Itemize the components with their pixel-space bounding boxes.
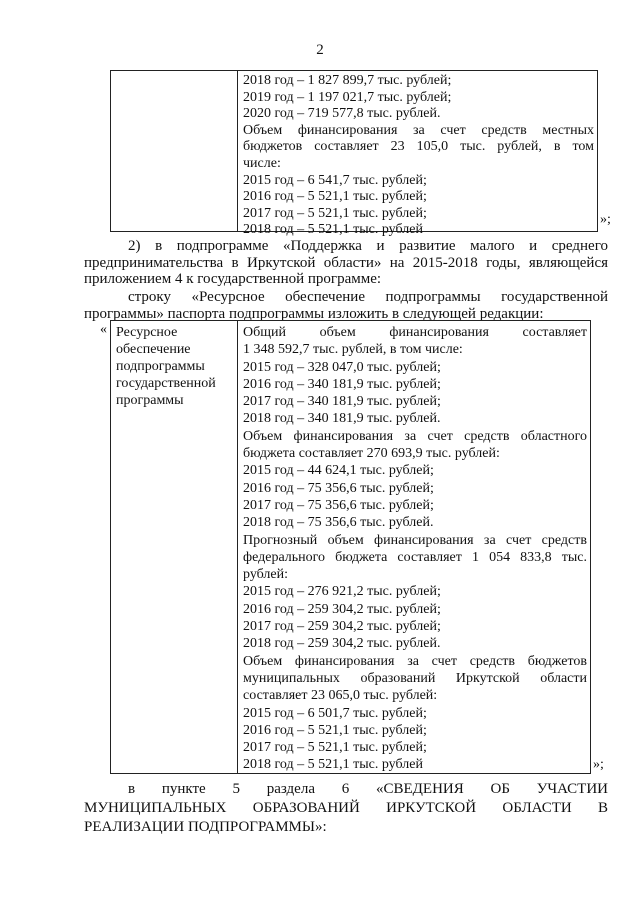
table-2-line: 2015 год – 44 624,1 тыс. рублей; bbox=[243, 463, 434, 479]
paragraph-line: приложением 4 к государственной программе: bbox=[84, 271, 382, 288]
table-1-closing-quote: »; bbox=[600, 212, 611, 227]
table-1-line: 2018 год – 5 521,1 тыс. рублей bbox=[243, 222, 423, 238]
table-1-column-divider bbox=[237, 70, 238, 232]
paragraph-line: программы» паспорта подпрограммы изложить в следующей редакции: bbox=[84, 305, 544, 322]
table-1-line: 2017 год – 5 521,1 тыс. рублей; bbox=[243, 205, 427, 221]
table-2-line: 2016 год – 259 304,2 тыс. рублей; bbox=[243, 601, 441, 617]
paragraph-line: 2) в подпрограмме «Поддержка и развитие малого и среднего bbox=[128, 238, 608, 254]
table-2-line: 2017 год – 5 521,1 тыс. рублей; bbox=[243, 740, 427, 756]
table-2-label-line: Ресурсное bbox=[116, 325, 178, 340]
paragraph-line: строку «Ресурсное обеспечение подпрограммы государственной bbox=[128, 289, 608, 305]
table-2-line: 2016 год – 340 181,9 тыс. рублей; bbox=[243, 376, 441, 392]
paragraph-resource-line bbox=[84, 289, 608, 322]
table-2-line: составляет 23 065,0 тыс. рублей: bbox=[243, 688, 438, 704]
table-2-line: 2018 год – 340 181,9 тыс. рублей. bbox=[243, 411, 441, 427]
table-2-line: рублей: bbox=[243, 567, 288, 583]
table-1-line: Объем финансирования за счет средств местных bbox=[243, 122, 594, 138]
paragraph-line: МУНИЦИПАЛЬНЫХ ОБРАЗОВАНИЙ ИРКУТСКОЙ ОБЛАСТИ В bbox=[84, 800, 608, 816]
table-2-label-line: государственной bbox=[116, 376, 216, 391]
table-2-line: 2015 год – 328 047,0 тыс. рублей; bbox=[243, 359, 441, 375]
table-2-line: 2016 год – 75 356,6 тыс. рублей; bbox=[243, 480, 434, 496]
page-number: 2 bbox=[316, 42, 324, 58]
paragraph-line: предпринимательства в Иркутской области» на 2015-2018 годы, являющейся bbox=[84, 254, 608, 271]
table-2-line: бюджета составляет 270 693,9 тыс. рублей: bbox=[243, 446, 500, 462]
paragraph-line: в пункте 5 раздела 6 «СВЕДЕНИЯ ОБ УЧАСТИИ bbox=[128, 781, 608, 797]
table-2-line: федерального бюджета составляет 1 054 833,8 тыс. bbox=[243, 549, 587, 565]
table-1-line: 2020 год – 719 577,8 тыс. рублей. bbox=[243, 106, 441, 122]
table-2-line: Прогнозный объем финансирования за счет средств bbox=[243, 532, 587, 548]
table-2-label bbox=[116, 324, 234, 409]
table-2-closing-quote: »; bbox=[593, 757, 604, 772]
table-2-line: Общий объем финансирования составляет bbox=[243, 325, 587, 340]
table-2-line: Объем финансирования за счет средств областного bbox=[243, 428, 587, 444]
table-2-line: 2018 год – 259 304,2 тыс. рублей. bbox=[243, 636, 441, 652]
table-1-line: 2015 год – 6 541,7 тыс. рублей; bbox=[243, 172, 427, 188]
table-1-content bbox=[243, 73, 594, 239]
table-1-line: числе: bbox=[243, 155, 281, 171]
table-2-line: 2017 год – 259 304,2 тыс. рублей; bbox=[243, 619, 441, 635]
table-2-line: 2017 год – 340 181,9 тыс. рублей; bbox=[243, 394, 441, 410]
table-2-column-divider bbox=[237, 320, 238, 774]
table-2-line: Объем финансирования за счет средств бюджетов bbox=[243, 653, 587, 669]
table-1-line: 2016 год – 5 521,1 тыс. рублей; bbox=[243, 189, 427, 205]
table-2-line: 2018 год – 75 356,6 тыс. рублей. bbox=[243, 515, 434, 531]
table-2-label-line: подпрограммы bbox=[116, 359, 205, 374]
paragraph-section-6 bbox=[84, 780, 608, 837]
table-2-label-line: обеспечение bbox=[116, 342, 191, 357]
table-1-line: бюджетов составляет 23 105,0 тыс. рублей, в том bbox=[243, 139, 594, 155]
table-2-line: 2018 год – 5 521,1 тыс. рублей bbox=[243, 757, 423, 773]
table-2-label-line: программы bbox=[116, 393, 184, 408]
table-2-line: 2015 год – 6 501,7 тыс. рублей; bbox=[243, 705, 427, 721]
table-2-content bbox=[243, 324, 587, 774]
table-2-line: 2015 год – 276 921,2 тыс. рублей; bbox=[243, 584, 441, 600]
table-2-line: 2016 год – 5 521,1 тыс. рублей; bbox=[243, 722, 427, 738]
paragraph-line: РЕАЛИЗАЦИИ ПОДПРОГРАММЫ»: bbox=[84, 819, 327, 835]
table-1-line: 2018 год – 1 827 899,7 тыс. рублей; bbox=[243, 73, 452, 88]
table-1-line: 2019 год – 1 197 021,7 тыс. рублей; bbox=[243, 89, 452, 105]
table-2-line: 1 348 592,7 тыс. рублей, в том числе: bbox=[243, 342, 463, 358]
paragraph-subprogram bbox=[84, 238, 608, 288]
table-2-line: 2017 год – 75 356,6 тыс. рублей; bbox=[243, 497, 434, 513]
table-2-line: муниципальных образований Иркутской области bbox=[243, 670, 587, 686]
table-2-opening-quote: « bbox=[100, 322, 107, 337]
